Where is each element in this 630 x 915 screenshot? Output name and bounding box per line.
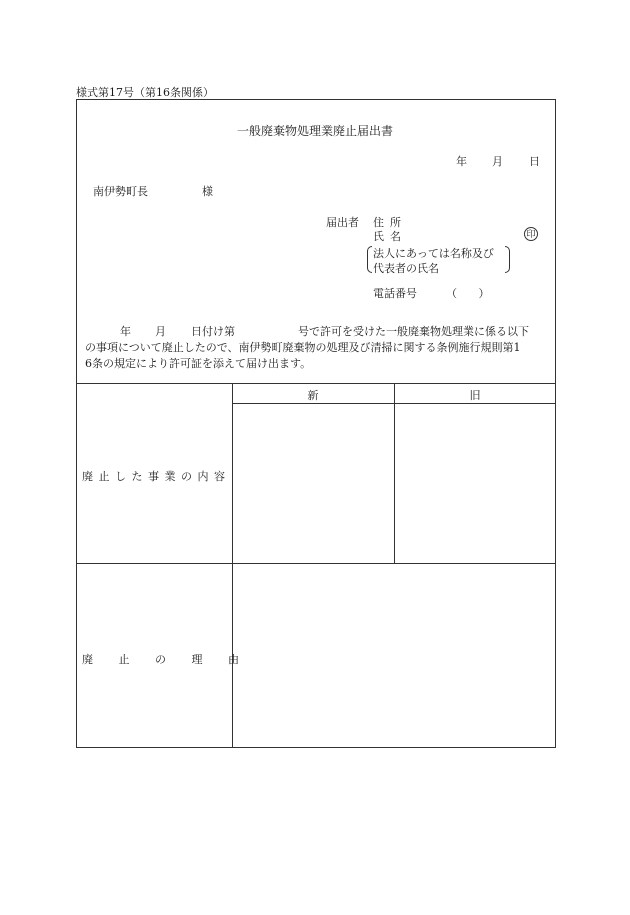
discontinued-business-content-label: 廃止した事業の内容 [82, 470, 231, 483]
body-year: 年 [120, 325, 131, 338]
body-line2: の事項について廃止したので、南伊勢町廃棄物の処理及び清掃に関する条例施行規則第1 [85, 341, 521, 354]
phone-area-code-paren: （ ） [446, 287, 490, 300]
divider-content-reason [76, 563, 556, 564]
body-month: 月 [155, 325, 166, 338]
body-line3: 6条の規定により許可証を添えて届け出ます。 [85, 357, 312, 370]
date-year-label: 年 [456, 155, 467, 168]
divider-new-old [394, 383, 395, 563]
addressee-name: 南伊勢町長 [93, 185, 148, 198]
date-month-label: 月 [492, 155, 503, 168]
body-line1: 号で許可を受けた一般廃棄物処理業に係る以下 [298, 325, 529, 338]
corporate-note-line2: 代表者の氏名 [373, 262, 439, 275]
address-label: 住所 [373, 216, 407, 229]
form-number: 様式第17号（第16条関係） [76, 86, 214, 99]
corporate-note-line1: 法人にあっては名称及び [373, 247, 494, 260]
phone-label: 電話番号 [373, 287, 417, 300]
addressee-honorific: 様 [202, 185, 213, 198]
discontinuation-reason-label: 廃 止 の 理 由 [82, 653, 239, 666]
body-dated-no: 日付け第 [191, 325, 235, 338]
applicant-label: 届出者 [326, 216, 359, 229]
date-day-label: 日 [529, 155, 540, 168]
left-bracket [367, 246, 372, 273]
divider-header-table [76, 383, 556, 384]
old-column-header: 旧 [469, 389, 481, 402]
seal-mark: 印 [524, 227, 538, 241]
name-label: 氏名 [373, 230, 407, 243]
divider-label-column [232, 383, 233, 748]
document-title: 一般廃棄物処理業廃止届出書 [236, 124, 393, 138]
right-bracket [505, 246, 510, 273]
new-column-header: 新 [307, 389, 319, 402]
